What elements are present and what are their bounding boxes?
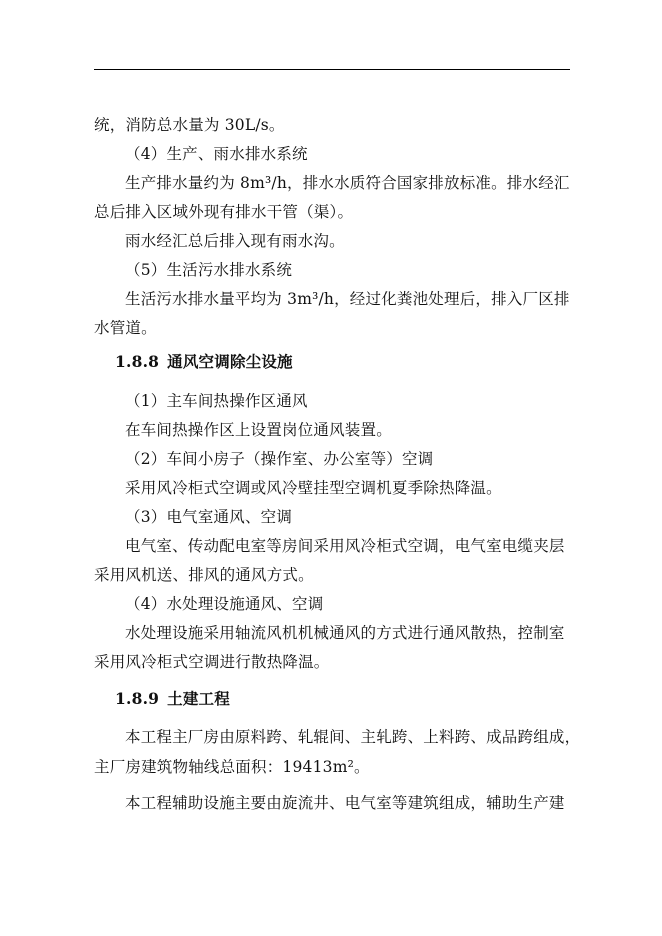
subsection-title: （4）水处理设施通风、空调 bbox=[125, 595, 324, 613]
section-heading bbox=[115, 689, 230, 709]
body-line: 采用风冷柜式空调或风冷壁挂型空调机夏季除热降温。 bbox=[125, 479, 502, 497]
body-line: 总后排入区域外现有排水干管（渠）。 bbox=[94, 203, 354, 221]
section-title: 通风空调除尘设施 bbox=[167, 352, 293, 371]
body-line: 采用风冷柜式空调进行散热降温。 bbox=[94, 653, 330, 671]
subsection-title: （1）主车间热操作区通风 bbox=[125, 392, 308, 410]
body-line: 采用风机送、排风的通风方式。 bbox=[94, 566, 314, 584]
section-number: 1.8.8 bbox=[115, 352, 160, 371]
body-line: 统，消防总水量为 30L/s。 bbox=[94, 116, 285, 134]
subsection-title: （5）生活污水排水系统 bbox=[125, 261, 293, 279]
body-line: 主厂房建筑物轴线总面积：19413m²。 bbox=[94, 758, 370, 776]
subsection-title: （2）车间小房子（操作室、办公室等）空调 bbox=[125, 450, 434, 468]
body-line: 水处理设施采用轴流风机机械通风的方式进行通风散热，控制室 bbox=[125, 624, 565, 642]
body-line: 本工程辅助设施主要由旋流井、电气室等建筑组成，辅助生产建 bbox=[125, 794, 565, 812]
body-line: 生产排水量约为 8m³/h，排水水质符合国家排放标准。排水经汇 bbox=[125, 174, 570, 192]
section-number: 1.8.9 bbox=[115, 689, 160, 708]
body-line: 本工程主厂房由原料跨、轧辊间、主轧跨、上料跨、成品跨组成， bbox=[125, 728, 581, 746]
body-line: 在车间热操作区上设置岗位通风装置。 bbox=[125, 421, 392, 439]
section-title: 土建工程 bbox=[167, 689, 230, 708]
body-line: 水管道。 bbox=[94, 319, 157, 337]
body-line: 雨水经汇总后排入现有雨水沟。 bbox=[125, 232, 345, 250]
subsection-title: （3）电气室通风、空调 bbox=[125, 508, 293, 526]
body-line: 电气室、传动配电室等房间采用风冷柜式空调，电气室电缆夹层 bbox=[125, 537, 565, 555]
body-line: 生活污水排水量平均为 3m³/h，经过化粪池处理后，排入厂区排 bbox=[125, 290, 570, 308]
section-heading bbox=[115, 352, 293, 372]
subsection-title: （4）生产、雨水排水系统 bbox=[125, 145, 308, 163]
header-rule bbox=[94, 69, 570, 70]
